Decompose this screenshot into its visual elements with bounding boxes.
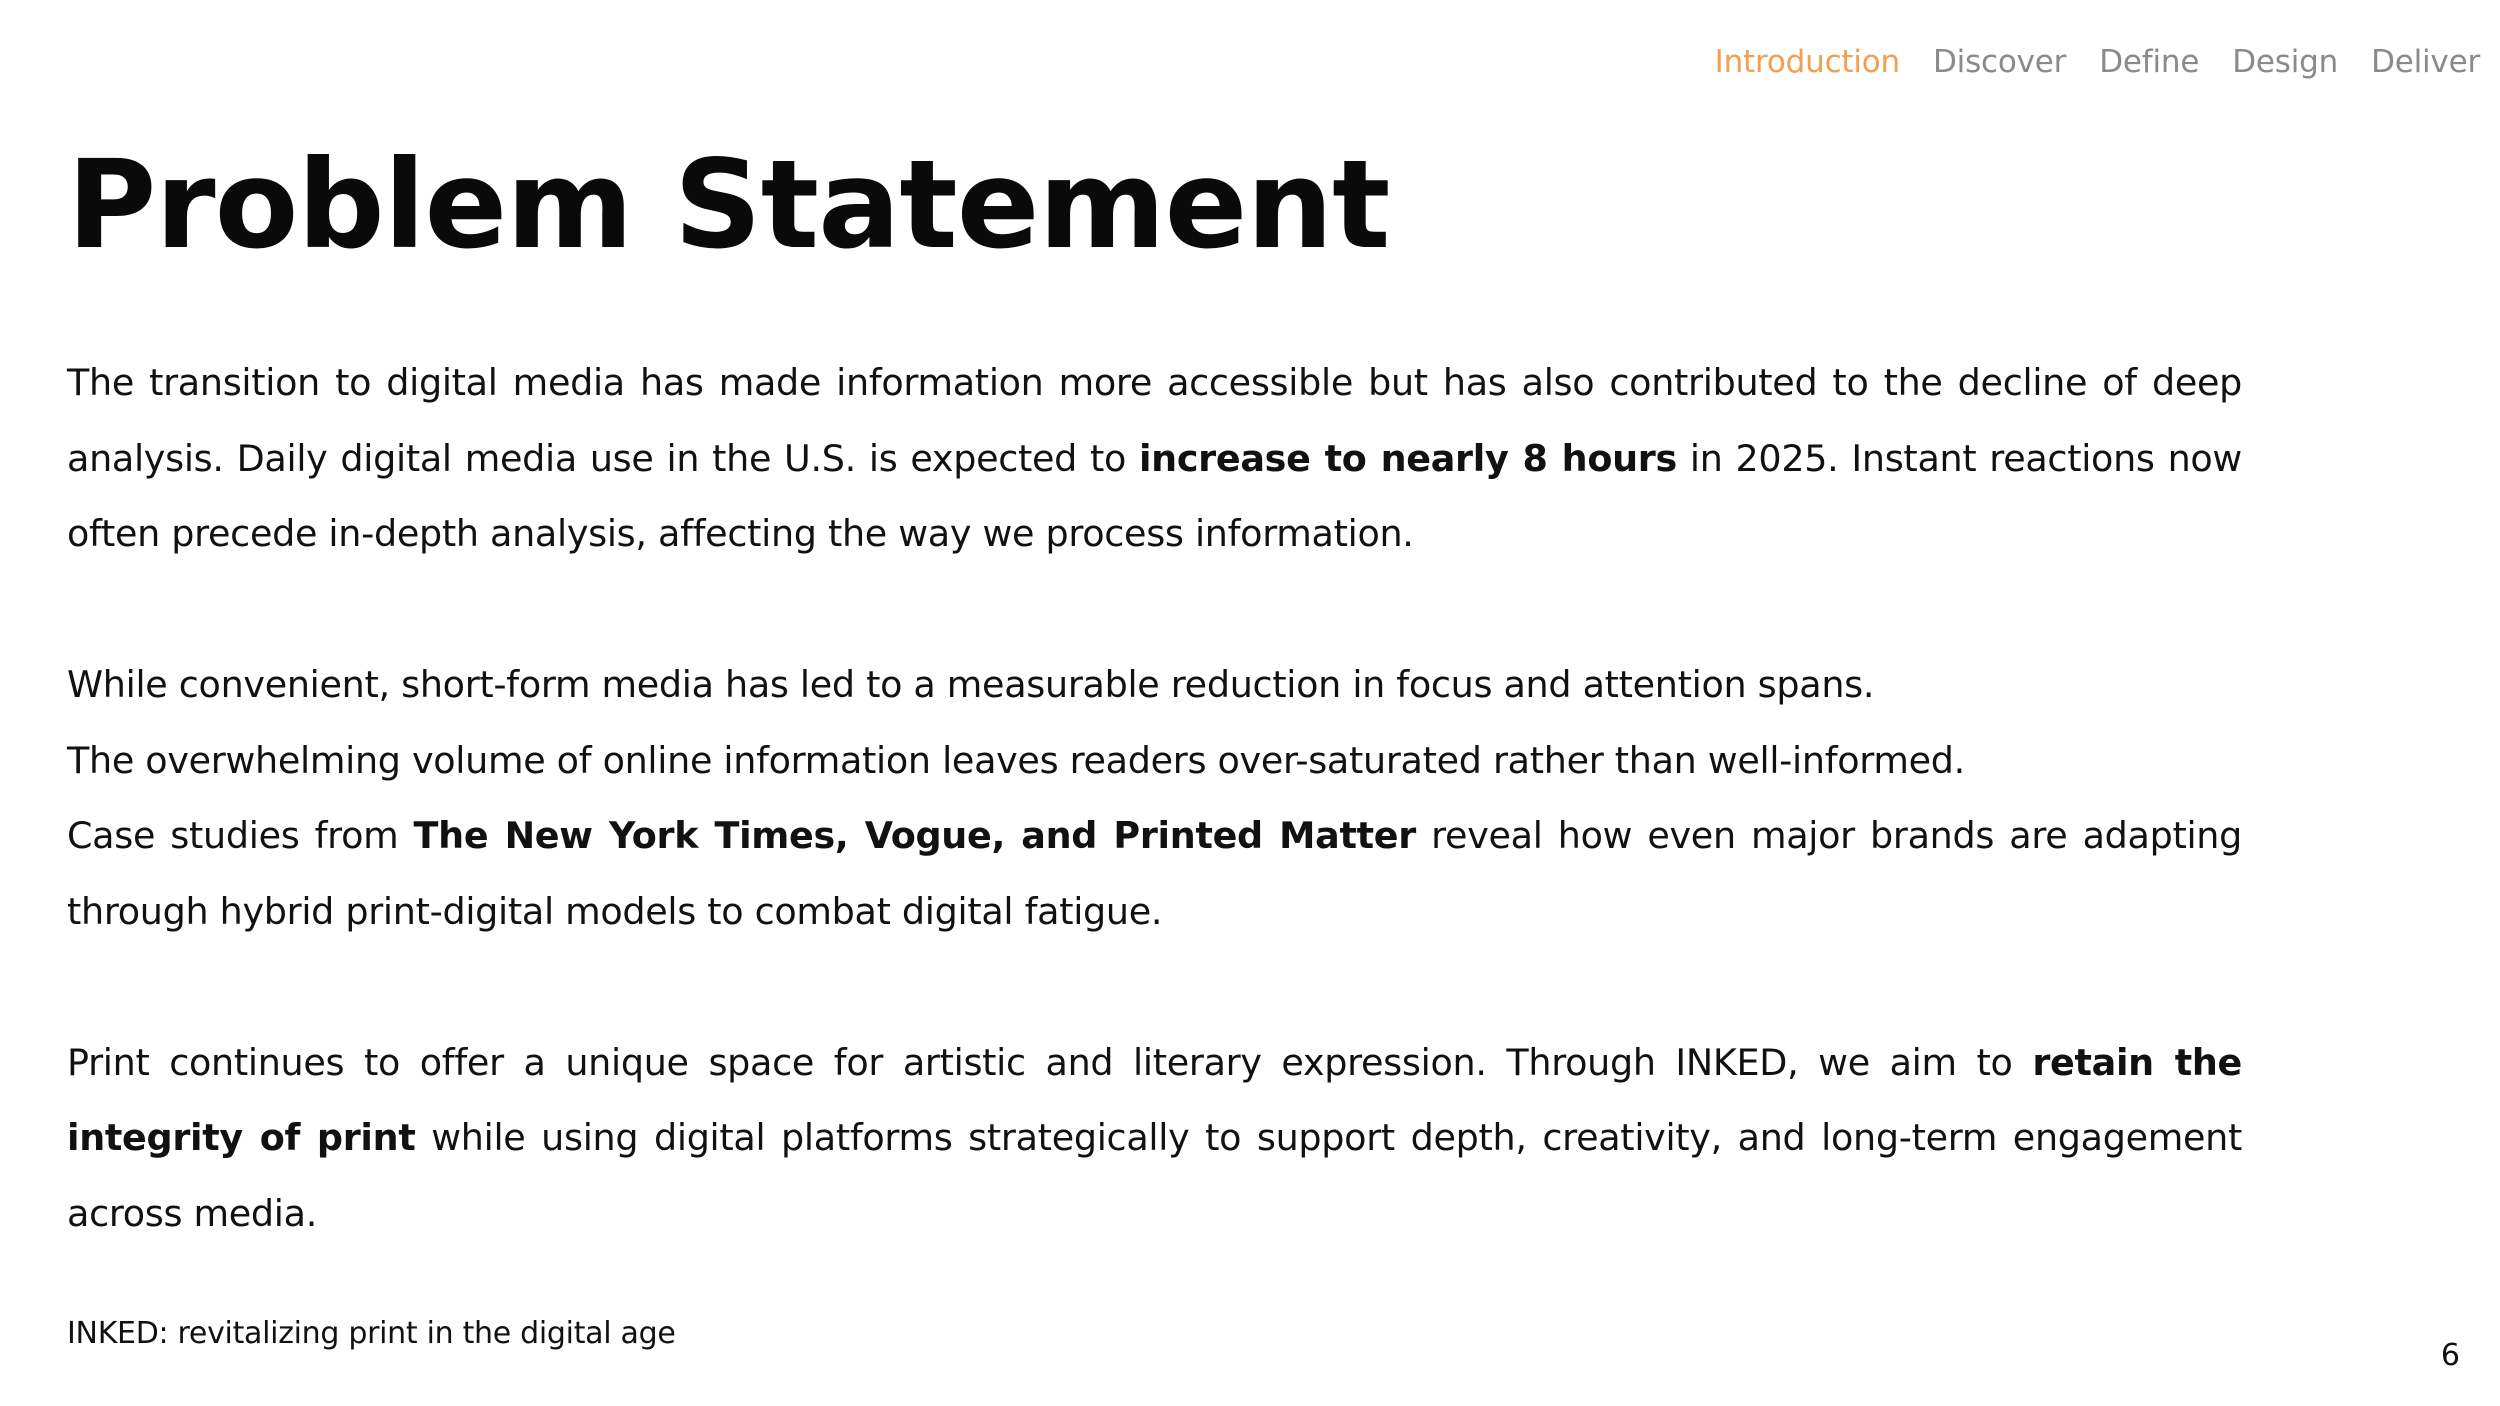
paragraph-case-studies-text-1: Case studies from — [67, 814, 414, 857]
paragraph-print-text-2: while using digital platforms strategically to support depth, creativity, and long-term engagement across media. — [67, 1116, 2243, 1235]
paragraph-digital-media-text-2: in 2025. Instant reactions now often precede in-depth analysis, affecting the way we process information. — [67, 436, 2242, 555]
paragraph-attention-line-2: The overwhelming volume of online information leaves readers over-saturated rather than well-informed. — [67, 738, 1965, 782]
paragraph-print-text-1: Print continues to offer a unique space for artistic and literary expression. Through INKED, we aim to — [67, 1040, 2033, 1084]
nav-item-define[interactable]: Define — [2099, 44, 2200, 80]
section-nav — [1715, 40, 2480, 84]
paragraph-case-studies — [67, 798, 2242, 949]
paragraph-digital-media-text-1: The transition to digital media has made information more accessible but has also contributed to the decline of deep analysis. Daily digital media use in the U.S. is expected to — [67, 361, 2242, 480]
nav-item-design[interactable]: Design — [2232, 44, 2339, 80]
footer-caption: INKED: revitalizing print in the digital age — [67, 1316, 676, 1351]
paragraph-print — [67, 1025, 2242, 1252]
paragraph-case-studies-highlight: The New York Times, Vogue, and Printed Matter — [413, 814, 1416, 857]
paragraph-spacer — [67, 572, 2242, 648]
body-text — [67, 345, 2242, 1251]
paragraph-case-studies-text-2: reveal how even major brands are adapting through hybrid print-digital models to combat digital fatigue. — [67, 814, 2242, 933]
page-number: 6 — [2440, 1338, 2460, 1373]
paragraph-spacer — [67, 949, 2242, 1025]
paragraph-digital-media-highlight: increase to nearly 8 hours — [1138, 436, 1677, 480]
page-title: Problem Statement — [67, 134, 1390, 276]
nav-item-introduction[interactable]: Introduction — [1714, 44, 1900, 80]
paragraph-attention-line-1: While convenient, short-form media has led to a measurable reduction in focus and attention spans. — [67, 663, 1875, 706]
nav-item-deliver[interactable]: Deliver — [2371, 44, 2480, 80]
paragraph-print-highlight: retain the integrity of print — [67, 1040, 2242, 1159]
nav-item-discover[interactable]: Discover — [1933, 44, 2067, 80]
paragraph-digital-media — [67, 345, 2242, 572]
